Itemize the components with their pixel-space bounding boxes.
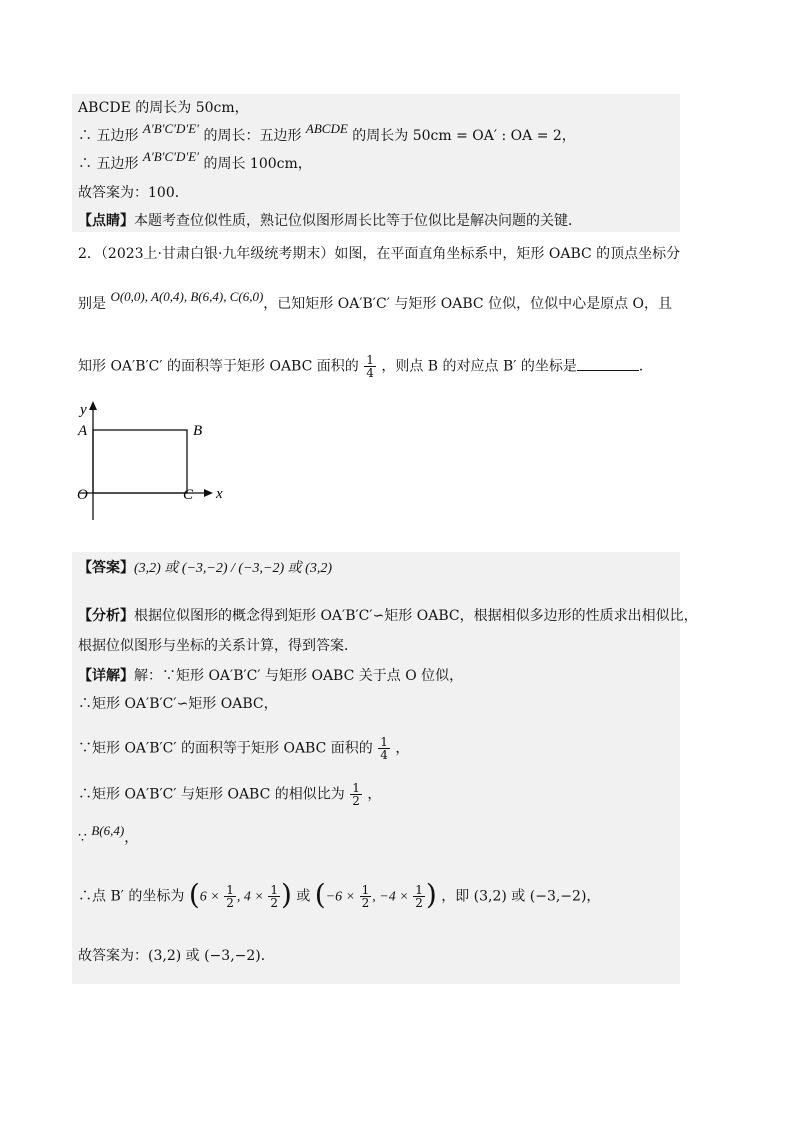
problem-line: 2．（2023上·甘肃白银·九年级统考期末）如图，在平面直角坐标系中，矩形 OABC 的顶点坐标分 bbox=[78, 246, 681, 262]
text-line: ABCDE 的周长为 50cm， bbox=[78, 100, 249, 116]
detail-line: ∵ B(6,4)， bbox=[78, 823, 139, 846]
x-label: x bbox=[216, 486, 223, 502]
label-b: B bbox=[193, 423, 203, 439]
analysis-line: 【分析】根据位似图形的概念得到矩形 OA′B′C′∽矩形 OABC，根据相似多边形的性质求出相似比， bbox=[78, 608, 698, 624]
problem-line: 别是 O(0,0), A(0,4), B(6,4), C(6,0)，已知矩形 OA′B′C′ 与矩形 OABC 位似，位似中心是原点 O，且 bbox=[78, 289, 672, 312]
coordinate-figure bbox=[70, 398, 230, 523]
fraction: $\frac{1}{2}$ bbox=[415, 883, 423, 910]
fraction: $\frac{1}{2}$ bbox=[361, 883, 370, 910]
fraction: $\frac{1}{2}$ bbox=[352, 781, 360, 808]
detail-line: ∴矩形 OA′B′C′ 与矩形 OABC 的相似比为 $\frac{1}{2}$ ， bbox=[78, 781, 382, 808]
text-line: ∴ 五边形 A′B′C′D′E′ 的周长 100cm， bbox=[78, 149, 312, 172]
text-line: ∴ 五边形 A′B′C′D′E′ 的周长：五边形 ABCDE 的周长为 50cm = OA′ : OA = 2， bbox=[78, 121, 576, 144]
answer-blank bbox=[577, 358, 639, 371]
fraction: $\frac{1}{4}$ bbox=[380, 735, 388, 762]
detail-line: ∵矩形 OA′B′C′ 的面积等于矩形 OABC 面积的 $\frac{1}{4}$ ， bbox=[78, 735, 410, 762]
fraction: $\frac{1}{4}$ bbox=[366, 353, 374, 380]
y-arrow bbox=[89, 401, 97, 410]
detail-line: 【详解】解：∵矩形 OA′B′C′ 与矩形 OABC 关于点 O 位似， bbox=[78, 668, 464, 684]
answer-line: 【答案】(3,2) 或 (−3,−2) / (−3,−2) 或 (3,2) bbox=[78, 560, 332, 576]
fraction: $\frac{1}{2}$ bbox=[270, 883, 278, 910]
y-label: y bbox=[80, 402, 87, 418]
detail-line: ∴矩形 OA′B′C′∽矩形 OABC， bbox=[78, 696, 278, 712]
remark-line: 【点睛】本题考查位似性质，熟记位似图形周长比等于位似比是解决问题的关键． bbox=[78, 213, 582, 229]
fraction: $\frac{1}{2}$ bbox=[226, 883, 234, 910]
label-o: O bbox=[77, 487, 88, 503]
x-arrow bbox=[204, 489, 213, 497]
label-c: C bbox=[183, 487, 194, 503]
analysis-line: 根据位似图形与坐标的关系计算，得到答案． bbox=[78, 638, 358, 654]
text-line: 故答案为：100． bbox=[78, 185, 189, 201]
rectangle-oabc bbox=[93, 430, 187, 493]
detail-line: ∴点 B′ 的坐标为 (6 × $\frac{1}{2}$ , 4 × $\frac{1}{2}$ ) 或 (−6 × $\frac{1}{2}$ , −4 × $\frac{1}{2}$ ) ，即 (3,2) 或 (−3,−2)， bbox=[78, 877, 601, 911]
problem-line: 知形 OA′B′C′ 的面积等于矩形 OABC 面积的 $\frac{1}{4}$ ，则点 B 的对应点 B′ 的坐标是 ． bbox=[78, 353, 653, 380]
label-a: A bbox=[78, 423, 88, 439]
detail-line: 故答案为：(3,2) 或 (−3,−2)． bbox=[78, 948, 275, 964]
